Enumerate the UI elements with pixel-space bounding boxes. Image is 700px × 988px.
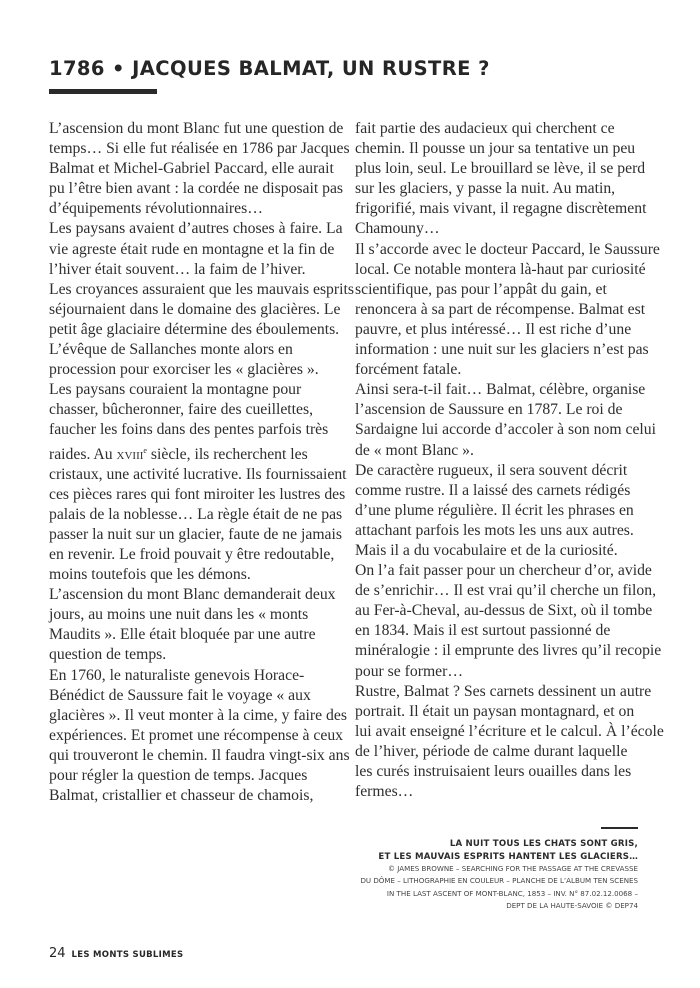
text-line: comme rustre. Il a laissé des carnets rédigés xyxy=(355,481,631,499)
text-line: procession pour exorciser les « glacières ». xyxy=(49,361,319,379)
caption-credit-line: DEPT DE LA HAUTE-SAVOIE © DEP74 xyxy=(506,900,638,910)
text-line: de « mont Blanc ». xyxy=(355,441,474,459)
text-line: En 1760, le naturaliste genevois Horace- xyxy=(49,666,305,684)
article-column-left xyxy=(49,119,354,806)
text-line: chemin. Il pousse un jour sa tentative un peu xyxy=(355,140,636,158)
caption-title-line: LA NUIT TOUS LES CHATS SONT GRIS, xyxy=(449,839,638,849)
text-line: Rustre, Balmat ? Ses carnets dessinent un autre xyxy=(355,682,652,700)
text-line: d’une plume régulière. Il écrit les phrases en xyxy=(355,501,634,519)
article-column-right xyxy=(355,119,664,802)
text-line: expériences. Et promet une récompense à ceux xyxy=(49,726,344,744)
publication-name: LES MONTS SUBLIMES xyxy=(71,950,184,960)
century-numeral: xviii xyxy=(116,445,144,463)
text-line: L’ascension du mont Blanc fut une question de xyxy=(49,120,344,137)
text-line: vie agreste était rude en montagne et la fin de xyxy=(49,240,335,258)
century-superscript: e xyxy=(143,445,147,455)
text-line: Ainsi sera-t-il fait… Balmat, célèbre, organise xyxy=(355,381,646,399)
text-line: plus loin, seul. Le brouillard se lève, il se perd xyxy=(355,160,646,178)
text-line: les curés instruisaient leurs ouailles dans les xyxy=(355,763,632,780)
text-line: passer la nuit sur un glacier, faute de ne jamais xyxy=(49,525,342,543)
text-line: l’ascension de Saussure en 1787. Le roi de xyxy=(355,401,623,419)
text-line: moins toutefois que les démons. xyxy=(49,566,251,584)
text-line: Maudits ». Elle était bloquée par une autre xyxy=(49,626,316,644)
text-line: L’évêque de Sallanches monte alors en xyxy=(49,341,293,359)
text-line: renoncera à sa part de récompense. Balmat est xyxy=(355,300,646,318)
caption-rule xyxy=(601,827,638,829)
text-line: lui avait enseigné l’écriture et le calcul. À l’école xyxy=(355,722,664,740)
text-line: pour se former… xyxy=(355,662,464,680)
text-line: d’équipements révolutionnaires… xyxy=(49,200,263,218)
text-line: Chamouny… xyxy=(355,220,440,238)
text-line: fermes… xyxy=(355,783,414,801)
caption-title-line: ET LES MAUVAIS ESPRITS HANTENT LES GLACIERS… xyxy=(378,851,638,862)
text-line: question de temps. xyxy=(49,646,167,664)
text-line: attachant parfois les mots les uns aux autres. xyxy=(355,521,634,539)
text-line: en 1834. Mais il est surtout passionné de xyxy=(355,622,611,640)
text-line: petit âge glaciaire détermine des éboulements. xyxy=(49,320,340,338)
text-line: On l’a fait passer pour un chercheur d’or, avide xyxy=(355,562,652,580)
text-line: glacières ». Il veut monter à la cime, y faire des xyxy=(49,706,347,724)
text-fragment: siècle, ils recherchent les xyxy=(146,445,308,463)
text-line: pu l’être bien avant : la cordée ne disposait pas xyxy=(49,180,344,198)
caption-credit-line: © JAMES BROWNE – SEARCHING FOR THE PASSAGE AT THE CREVASSE xyxy=(387,864,638,873)
text-line: Il s’accorde avec le docteur Paccard, le Saussure xyxy=(355,240,660,258)
text-line: Les paysans avaient d’autres choses à faire. La xyxy=(49,220,343,238)
text-line: temps… Si elle fut réalisée en 1786 par Jacques xyxy=(49,140,350,158)
text-line: ces pièces rares qui font miroiter les lustres des xyxy=(49,485,346,503)
text-line: séjournaient dans le domaine des glacières. Le xyxy=(49,300,341,318)
text-line: de l’hiver, période de calme durant laquelle xyxy=(355,742,628,760)
text-line: minéralogie : il emprunte des livres qu’il recopie xyxy=(355,642,662,660)
text-line: Bénédict de Saussure fait le voyage « aux xyxy=(49,686,311,704)
text-line: Les paysans couraient la montagne pour xyxy=(49,381,302,399)
caption-credit-line: IN THE LAST ASCENT OF MONT-BLANC, 1853 – INV. N° 87.02.12.0068 – xyxy=(386,888,638,898)
text-line: scientifique, pas pour l’appât du gain, et xyxy=(355,280,607,298)
text-line: L’ascension du mont Blanc demanderait deux xyxy=(49,586,336,604)
text-line: l’hiver était souvent… la faim de l’hiver. xyxy=(49,260,306,278)
text-line: portrait. Il était un paysan montagnard, et on xyxy=(355,702,635,720)
text-line: Balmat et Michel-Gabriel Paccard, elle aurait xyxy=(49,160,334,178)
text-line: fait partie des audacieux qui cherchent ce xyxy=(355,120,615,137)
text-line-century xyxy=(49,441,341,465)
text-line: qui trouveront le chemin. Il faudra vingt-six ans xyxy=(49,746,350,764)
text-fragment: raides. Au xyxy=(49,445,117,463)
page-footer xyxy=(49,942,183,961)
text-line: au Fer-à-Cheval, au-dessus de Sixt, où il tombe xyxy=(355,602,653,620)
text-line: Sardaigne lui accorde d’accoler à son nom celui xyxy=(355,421,656,439)
text-line: palais de la noblesse… La règle était de ne pas xyxy=(49,505,343,523)
text-line: pauvre, et plus intéressé… Il est riche d’une xyxy=(355,320,632,338)
caption-credit-line: DU DÔME – LITHOGRAPHIE EN COULEUR – PLANCHE DE L’ALBUM TEN SCENES xyxy=(360,876,638,886)
text-line: Balmat, cristallier et chasseur de chamois, xyxy=(49,787,314,805)
text-line: forcément fatale. xyxy=(355,361,462,379)
text-line: en revenir. Le froid pouvait y être redoutable, xyxy=(49,545,335,563)
text-line: information : une nuit sur les glaciers n’est pas xyxy=(355,341,649,359)
text-line: de s’enrichir… Il est vrai qu’il cherche un filon, xyxy=(355,582,657,600)
text-line: jours, au moins une nuit dans les « monts xyxy=(49,606,309,624)
image-caption xyxy=(360,838,638,912)
page-number: 24 xyxy=(49,946,66,961)
text-line: cristaux, une activité lucrative. Ils fournissaient xyxy=(49,465,347,483)
text-line: pour régler la question de temps. Jacques xyxy=(49,767,308,784)
page-title: 1786 • JACQUES BALMAT, UN RUSTRE ? xyxy=(49,57,490,80)
text-line: De caractère rugueux, il sera souvent décrit xyxy=(355,461,628,479)
text-line: frigorifié, mais vivant, il regagne discrètement xyxy=(355,200,647,218)
text-line: Mais il a du vocabulaire et de la curiosité. xyxy=(355,541,618,559)
text-line: chasser, bûcheronner, faire des cueillettes, xyxy=(49,401,313,419)
title-underline-bar xyxy=(49,89,157,94)
text-line: faucher les foins dans des pentes parfois très xyxy=(49,421,329,439)
text-line: sur les glaciers, y passe la nuit. Au matin, xyxy=(355,180,616,198)
text-line: Les croyances assuraient que les mauvais esprits xyxy=(49,280,354,298)
text-line: local. Ce notable montera là-haut par curiosité xyxy=(355,260,646,278)
